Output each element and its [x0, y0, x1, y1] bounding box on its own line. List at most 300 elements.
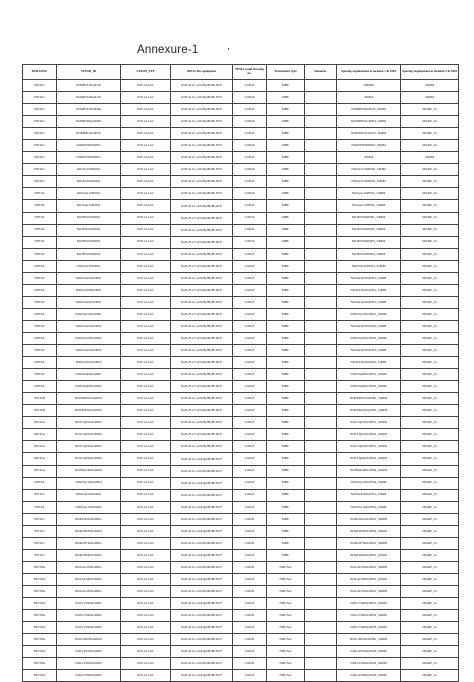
table-cell: NOKLB0502GD004 [57, 525, 121, 537]
table-cell: NFETA [23, 308, 57, 320]
table-cell: NOJNA1002P001_54MM [337, 260, 401, 272]
table-cell: NOLAC0502GP001_54MM [337, 585, 401, 597]
table-cell [305, 441, 337, 453]
table-cell: NOLCT0402GP003_54MM [337, 622, 401, 634]
table-cell: NFCKC [23, 513, 57, 525]
table-cell: SGPS-D-2-L-ASS-Bp/Bb/Bb-RV-F [171, 116, 233, 128]
table-cell [305, 128, 337, 140]
table-cell: NOLCT0402GD003 [57, 622, 121, 634]
table-cell: NOLCT0402GP001_54MM [337, 598, 401, 610]
table-cell: 212645 [233, 417, 267, 429]
table-cell: SGPS-D-2-L-ASS-Bp/Bb/Bb-RV-F [171, 513, 233, 525]
table-cell: MBE [267, 164, 305, 176]
table-row [23, 634, 459, 646]
table-cell: NOJNA1102GD004 [57, 477, 121, 489]
table-cell [305, 345, 337, 357]
table-row [23, 164, 459, 176]
table-cell: NFETA [23, 200, 57, 212]
table-row [23, 573, 459, 585]
table-cell: NOLCQ0102GP002_54MM [337, 429, 401, 441]
table-cell: JLH-14-1AC [121, 598, 171, 610]
table-cell: SPARE_54 [401, 658, 459, 670]
table-cell: JLH-14-1AC [121, 260, 171, 272]
table-cell: 212645 [233, 176, 267, 188]
table-cell: NOKLB0402GP001_54MM [337, 549, 401, 561]
table-cell: NRE-NA [267, 670, 305, 682]
table-cell [305, 405, 337, 417]
table-cell [305, 525, 337, 537]
table-cell: JLH-14-1AC [121, 345, 171, 357]
table-cell: SPARE_54 [401, 561, 459, 573]
table-cell [305, 585, 337, 597]
table-cell: 212645 [233, 224, 267, 236]
table-cell: NOKB2510GD102 [57, 80, 121, 92]
table-cell: NOJEN1602P002_54MM [337, 224, 401, 236]
table-cell: NFCMA [23, 622, 57, 634]
table-cell: SGPS-D-2-L-ASS-Bp/Bb/Bb-RV-F [171, 417, 233, 429]
table-cell [305, 296, 337, 308]
table-cell: SGPS-D-2-L-ASS-Bp/Bb/Bb-RV-F [171, 646, 233, 658]
table-cell: JLH-14-1AC [121, 405, 171, 417]
page-title: Annexure-1 [137, 44, 199, 56]
table-cell: SGPS-D-2-L-ASS-Bp/Bb/Bb-RV-F [171, 537, 233, 549]
table-cell: SPARE_54 [401, 405, 459, 417]
table-cell: NOJNA4002GP001_54MM [337, 369, 401, 381]
table-cell: JLH-14-1AC [121, 369, 171, 381]
table-cell [305, 188, 337, 200]
table-cell: NFCKA [23, 417, 57, 429]
table-cell: 54MM [337, 152, 401, 164]
table-cell: SGPS-D-2-L-ASS-Bp/Bb/Bb-RV-F [171, 622, 233, 634]
table-cell: JLH-14-1AC [121, 417, 171, 429]
table-cell [305, 320, 337, 332]
table-cell: 212645 [233, 92, 267, 104]
table-cell [305, 537, 337, 549]
table-cell: SGPS-D-2-L-ASS-Bp/Bb/Bb-RV-F [171, 501, 233, 513]
table-cell: NOLCP0302GP003_54MM [337, 670, 401, 682]
table-cell: 212645 [233, 561, 267, 573]
table-cell [305, 634, 337, 646]
table-cell [305, 248, 337, 260]
scan-mark [228, 48, 229, 50]
table-cell: JLH-14-1AC [121, 308, 171, 320]
table-row [23, 152, 459, 164]
table-cell: NOLCM0502GP001_54MM [337, 634, 401, 646]
table-cell [305, 477, 337, 489]
table-cell: NOLCP0102GD003 [57, 646, 121, 658]
table-cell: JLH-14-1AC [121, 200, 171, 212]
table-cell [305, 224, 337, 236]
table-cell: 54MM [401, 80, 459, 92]
table-cell: NRE-NA [267, 658, 305, 670]
table-cell: 212645 [233, 164, 267, 176]
table-cell [305, 236, 337, 248]
table-cell: JLH-14-1AC [121, 296, 171, 308]
table-cell: 500MM [337, 80, 401, 92]
table-cell: MBE [267, 357, 305, 369]
table-cell: SPARE_54 [401, 224, 459, 236]
table-cell: MBE [267, 465, 305, 477]
table-cell: NOJKL2020GD001 [57, 284, 121, 296]
table-cell: JLH-14-1AC [121, 573, 171, 585]
table-cell: SPARE_54 [401, 308, 459, 320]
table-cell: SGPS-D-2-L-ASS-Bp/Bb/Bb-RV-F [171, 260, 233, 272]
table-cell: JLH-14-1AC [121, 393, 171, 405]
table-cell: JLH-14-1AC [121, 152, 171, 164]
table-cell: SPARE_54 [401, 501, 459, 513]
table-row [23, 128, 459, 140]
table-cell: NOLAC0302GD001 [57, 561, 121, 573]
table-cell: NOJAC0102D002 [57, 176, 121, 188]
table-cell: SPARE_54 [401, 381, 459, 393]
table-cell: 212645 [233, 345, 267, 357]
table-cell: 212645 [233, 489, 267, 501]
table-cell [305, 465, 337, 477]
table-cell [305, 104, 337, 116]
table-cell: NOJEN1602D003 [57, 236, 121, 248]
table-cell: SGPS-D-2-L-ASS-Bp/Bb/Bb-RV-F [171, 104, 233, 116]
table-cell: 212645 [233, 296, 267, 308]
table-cell: NFETA [23, 212, 57, 224]
table-cell: NOLCQ0202GD001 [57, 441, 121, 453]
table-cell: NFCKC [23, 116, 57, 128]
table-cell: SGPS-D-2-L-ASS-Bp/Bb/Bb-RV-F [171, 128, 233, 140]
table-cell: NOJNA1002GD002 [57, 332, 121, 344]
table-cell: SGPS-D-2-L-ASS-Bp/Bb/Bb-RV-F [171, 634, 233, 646]
table-row [23, 224, 459, 236]
table-cell: MBE [267, 152, 305, 164]
table-header-row [23, 65, 459, 80]
table-cell: SPARE_54 [401, 549, 459, 561]
table-cell: MBE [267, 284, 305, 296]
table-cell: MBE [267, 236, 305, 248]
table-cell: JLH-14-1AC [121, 188, 171, 200]
table-cell [305, 513, 337, 525]
table-row [23, 200, 459, 212]
table-cell: NFETA [23, 224, 57, 236]
table-row [23, 525, 459, 537]
table-row [23, 176, 459, 188]
table-cell: SGPS-D-2-L-ASS-Bp/Bb/Bb-RV-F [171, 429, 233, 441]
table-cell: SPARE_54 [401, 128, 459, 140]
table-cell: NOJNA4002GD001 [57, 369, 121, 381]
table-cell: NOJEN1602P003_54MM [337, 236, 401, 248]
table-cell: JLH-14-1AC [121, 140, 171, 152]
table-cell: SPARE_54 [401, 332, 459, 344]
table-cell: NOLAC0402GD001 [57, 573, 121, 585]
table-cell: NFCMA [23, 585, 57, 597]
table-cell: JLH-14-1AC [121, 224, 171, 236]
table-cell: NOKPF0002D003 [57, 152, 121, 164]
table-cell [305, 369, 337, 381]
table-cell: 212645 [233, 441, 267, 453]
table-cell: NOKB8119GD010_54MM [337, 128, 401, 140]
table-cell: MBE [267, 369, 305, 381]
table-cell: SPARE_54 [401, 188, 459, 200]
table-cell: JLH-14-1AC [121, 477, 171, 489]
table-cell: NOLAC0302GP001_54MM [337, 561, 401, 573]
table-row [23, 429, 459, 441]
table-cell: NOJKL2022GP002_54MM [337, 357, 401, 369]
table-row [23, 585, 459, 597]
table-cell [305, 308, 337, 320]
table-cell: 212645 [233, 308, 267, 320]
table-cell: NOJKL8102GP001_54MM [337, 489, 401, 501]
table-cell: NOJNA4002GD002 [57, 381, 121, 393]
table-cell: MBE [267, 393, 305, 405]
table-row [23, 248, 459, 260]
table-cell: SGPS-D-2-L-ASS-Bp/Bb/Bb-RV-F [171, 369, 233, 381]
table-cell: NOKB5001GD004_54MM [337, 116, 401, 128]
table-cell: SPARE_54 [401, 610, 459, 622]
table-cell: MBE [267, 417, 305, 429]
table-cell [305, 598, 337, 610]
table-cell: 212645 [233, 284, 267, 296]
table-cell: NOJKL2022GP001_54MM [337, 296, 401, 308]
table-cell: NFCMA [23, 561, 57, 573]
table-cell: NFCKB [23, 405, 57, 417]
table-cell: SPARE_54 [401, 429, 459, 441]
table-cell [305, 212, 337, 224]
table-cell: 212645 [233, 525, 267, 537]
table-row [23, 393, 459, 405]
table-cell: NFCKC [23, 140, 57, 152]
table-cell: SPARE_54 [401, 200, 459, 212]
table-cell: NFCKA [23, 441, 57, 453]
table-row [23, 296, 459, 308]
table-cell [305, 393, 337, 405]
table-cell: JLH-14-1AC [121, 104, 171, 116]
table-cell: 212645 [233, 104, 267, 116]
table-cell: SPARE_54 [401, 284, 459, 296]
table-cell: 212645 [233, 152, 267, 164]
table-row [23, 489, 459, 501]
table-cell [305, 381, 337, 393]
table-cell: NOJNA4002GP002_54MM [337, 381, 401, 393]
table-cell: SPARE_54 [401, 260, 459, 272]
table-cell: MBE [267, 128, 305, 140]
table-cell: SPARE_54 [401, 272, 459, 284]
table-cell: 212645 [233, 610, 267, 622]
table-cell: NFCKC [23, 92, 57, 104]
table-cell: MBE [267, 104, 305, 116]
table-cell: JLH-14-1AC [121, 585, 171, 597]
table-cell: SGPS-D-2-L-ASS-Bp/Bb/Bb-RV-F [171, 272, 233, 284]
table-cell: MBE [267, 320, 305, 332]
table-cell: NOJEN1602D004 [57, 248, 121, 260]
table-cell: NOLCP0202GP003_54MM [337, 658, 401, 670]
table-cell: JLH-14-1AC [121, 176, 171, 188]
table-cell: SGPS-D-2-L-ASS-Bp/Bb/Bb-RV-F [171, 212, 233, 224]
table-cell: NOLCT0402GD002 [57, 610, 121, 622]
table-cell: NFETA [23, 272, 57, 284]
table-row [23, 104, 459, 116]
table-cell: SGPS-D-2-L-ASS-Bp/Bb/Bb-RV-F [171, 489, 233, 501]
table-cell: MBE [267, 200, 305, 212]
table-cell: MBE [267, 549, 305, 561]
table-row [23, 417, 459, 429]
table-cell: MBE [267, 296, 305, 308]
table-cell: SGPS-D-2-L-ASS-Bp/Bb/Bb-RV-F [171, 296, 233, 308]
column-header: STAND_TYP [121, 65, 171, 80]
table-cell [305, 92, 337, 104]
table-cell: SGPS-D-2-L-ASS-Bp/Bb/Bb-RV-F [171, 477, 233, 489]
table-cell: NOJAA1102D001 [57, 188, 121, 200]
table-cell [305, 417, 337, 429]
table-cell: NFCKA [23, 465, 57, 477]
table-cell: MBE [267, 441, 305, 453]
column-header: BUILDING [23, 65, 57, 80]
table-row [23, 236, 459, 248]
table-cell [305, 357, 337, 369]
table-cell: SPARE_54 [401, 634, 459, 646]
table-cell: SGPS-D-2-L-ASS-Bp/Bb/Bb-RV-F [171, 152, 233, 164]
table-cell: NRE-NA [267, 598, 305, 610]
table-cell: MBE [267, 332, 305, 344]
table-cell: NFETA [23, 477, 57, 489]
table-cell: SGPS-D-2-L-ASS-Bp/Bb/Bb-RV-F [171, 200, 233, 212]
table-cell: SGPS-D-2-L-ASS-Bp/Bb/Bb-RV-F [171, 573, 233, 585]
table-row [23, 549, 459, 561]
table-cell: MBE [267, 272, 305, 284]
table-cell: NFCKC [23, 489, 57, 501]
table-cell: 212645 [233, 320, 267, 332]
table-cell: SGPS-D-2-L-ASS-Bp/Bb/Bb-RV-F [171, 357, 233, 369]
table-cell: MBE [267, 212, 305, 224]
table-cell: NOLAC0502GD001 [57, 585, 121, 597]
table-cell: SGPS-D-2-L-ASS-Bp/Bb/Bb-RV-F [171, 80, 233, 92]
table-cell: SGPS-D-2-L-ASS-Bp/Bb/Bb-RV-F [171, 236, 233, 248]
table-cell: MBE [267, 248, 305, 260]
table-cell: 212645 [233, 658, 267, 670]
table-row [23, 381, 459, 393]
table-cell: SGPS-D-2-L-ASS-Bp/Bb/Bb-RV-F [171, 381, 233, 393]
table-cell: 212645 [233, 332, 267, 344]
table-cell: MBE [267, 405, 305, 417]
table-cell: JLH-14-1AC [121, 92, 171, 104]
table-cell: NOJNA2102GP001_54MM [337, 308, 401, 320]
table-cell [305, 272, 337, 284]
table-cell: SGPS-D-2-L-ASS-Bp/Bb/Bb-RV-F [171, 140, 233, 152]
table-cell: 212645 [233, 501, 267, 513]
table-row [23, 465, 459, 477]
table-cell: MBE [267, 537, 305, 549]
table-cell: NOKLB0502GP004_54MM [337, 525, 401, 537]
table-cell: MBE [267, 260, 305, 272]
table-cell: NFCMA [23, 670, 57, 682]
table-cell [305, 658, 337, 670]
table-cell: JLH-14-1AC [121, 248, 171, 260]
table-cell: NFETA [23, 345, 57, 357]
table-row [23, 610, 459, 622]
spacing-table [22, 64, 459, 682]
table-row [23, 80, 459, 92]
table-cell: NFCKA [23, 429, 57, 441]
table-cell: SPARE_54 [401, 104, 459, 116]
table-cell: NOJEN1602D001 [57, 212, 121, 224]
table-cell: JLH-14-1AC [121, 634, 171, 646]
table-cell: JLH-14-1AC [121, 381, 171, 393]
table-cell: NOKB7002GD005 [57, 116, 121, 128]
table-cell: NOLCP0102GP003_54MM [337, 646, 401, 658]
table-cell: 212645 [233, 200, 267, 212]
table-row [23, 477, 459, 489]
table-cell: NOJKL2010GD001 [57, 272, 121, 284]
table-cell: 212645 [233, 670, 267, 682]
table-cell: JLH-14-1AC [121, 429, 171, 441]
table-cell: NOLCQ0202GP001_54MM [337, 441, 401, 453]
table-cell: SGPS-D-2-L-ASS-Bp/Bb/Bb-RV-F [171, 670, 233, 682]
table-cell: NFETA [23, 357, 57, 369]
table-cell: NOKPM2202GD001 [57, 405, 121, 417]
table-cell: SPARE_54 [401, 248, 459, 260]
table-cell: JLH-14-1AC [121, 164, 171, 176]
table-cell: NFETA [23, 260, 57, 272]
table-row [23, 308, 459, 320]
table-cell: JLH-14-1AC [121, 465, 171, 477]
table-cell: NOJAA1102P001_54MM [337, 188, 401, 200]
table-cell: NOKPF0002D003 [57, 140, 121, 152]
table-cell: NOJNA1102GP002_54MM [337, 501, 401, 513]
table-cell: SPARE_54 [401, 441, 459, 453]
table-cell: SGPS-D-2-L-ASS-Bp/Bb/Bb-RV-F [171, 525, 233, 537]
table-cell: NOLCQ0202GP002_54MM [337, 453, 401, 465]
table-cell: SPARE_54 [401, 296, 459, 308]
table-cell: JLH-14-1AC [121, 272, 171, 284]
table-cell [305, 561, 337, 573]
table-cell: SPARE_54 [401, 670, 459, 682]
column-header: TEMA stand drawing no. [233, 65, 267, 80]
table-cell: NFETA [23, 284, 57, 296]
table-cell: JLH-14-1AC [121, 128, 171, 140]
table-cell: NFCKC [23, 128, 57, 140]
table-row [23, 332, 459, 344]
table-cell: SPARE_54 [401, 164, 459, 176]
table-cell: JLH-14-1AC [121, 646, 171, 658]
table-cell: 212645 [233, 357, 267, 369]
table-cell: MBE [267, 477, 305, 489]
table-cell: NOLCM0502GD001 [57, 634, 121, 646]
table-cell: NFCKC [23, 537, 57, 549]
table-cell: 212645 [233, 477, 267, 489]
table-cell: SPARE_54 [401, 116, 459, 128]
table-cell: SGPS-D-2-L-ASS-Bp/Bb/Bb-RV-F [171, 308, 233, 320]
table-cell: NOJNA1002GP002_54MM [337, 332, 401, 344]
table-cell [305, 332, 337, 344]
table-cell: 212645 [233, 393, 267, 405]
table-cell: NFCMA [23, 573, 57, 585]
table-cell: SGPS-D-2-L-ASS-Bp/Bb/Bb-RV-F [171, 284, 233, 296]
table-row [23, 441, 459, 453]
table-cell: NOKLB7602GD001 [57, 537, 121, 549]
table-cell: NOLCQ0102GP001_54MM [337, 417, 401, 429]
table-row [23, 658, 459, 670]
table-cell: SPARE_54 [401, 465, 459, 477]
table-cell: NFETA [23, 501, 57, 513]
table-cell: JLH-14-1AC [121, 332, 171, 344]
table-cell: 54MM [337, 92, 401, 104]
table-cell: MBE [267, 176, 305, 188]
table-cell: NFCKA [23, 453, 57, 465]
table-cell: SPARE_54 [401, 537, 459, 549]
table-cell: SGPS-D-2-L-ASS-Bp/Bb/Bb-RV-F [171, 585, 233, 597]
table-cell: JLH-14-1AC [121, 453, 171, 465]
table-cell: SGPS-D-2-L-ASS-Bp/Bb/Bb-RV-F [171, 164, 233, 176]
table-cell: MBE [267, 501, 305, 513]
table-cell: NOKLB4102GD001 [57, 513, 121, 525]
table-cell: 54MM [401, 92, 459, 104]
table-cell: MBE [267, 140, 305, 152]
